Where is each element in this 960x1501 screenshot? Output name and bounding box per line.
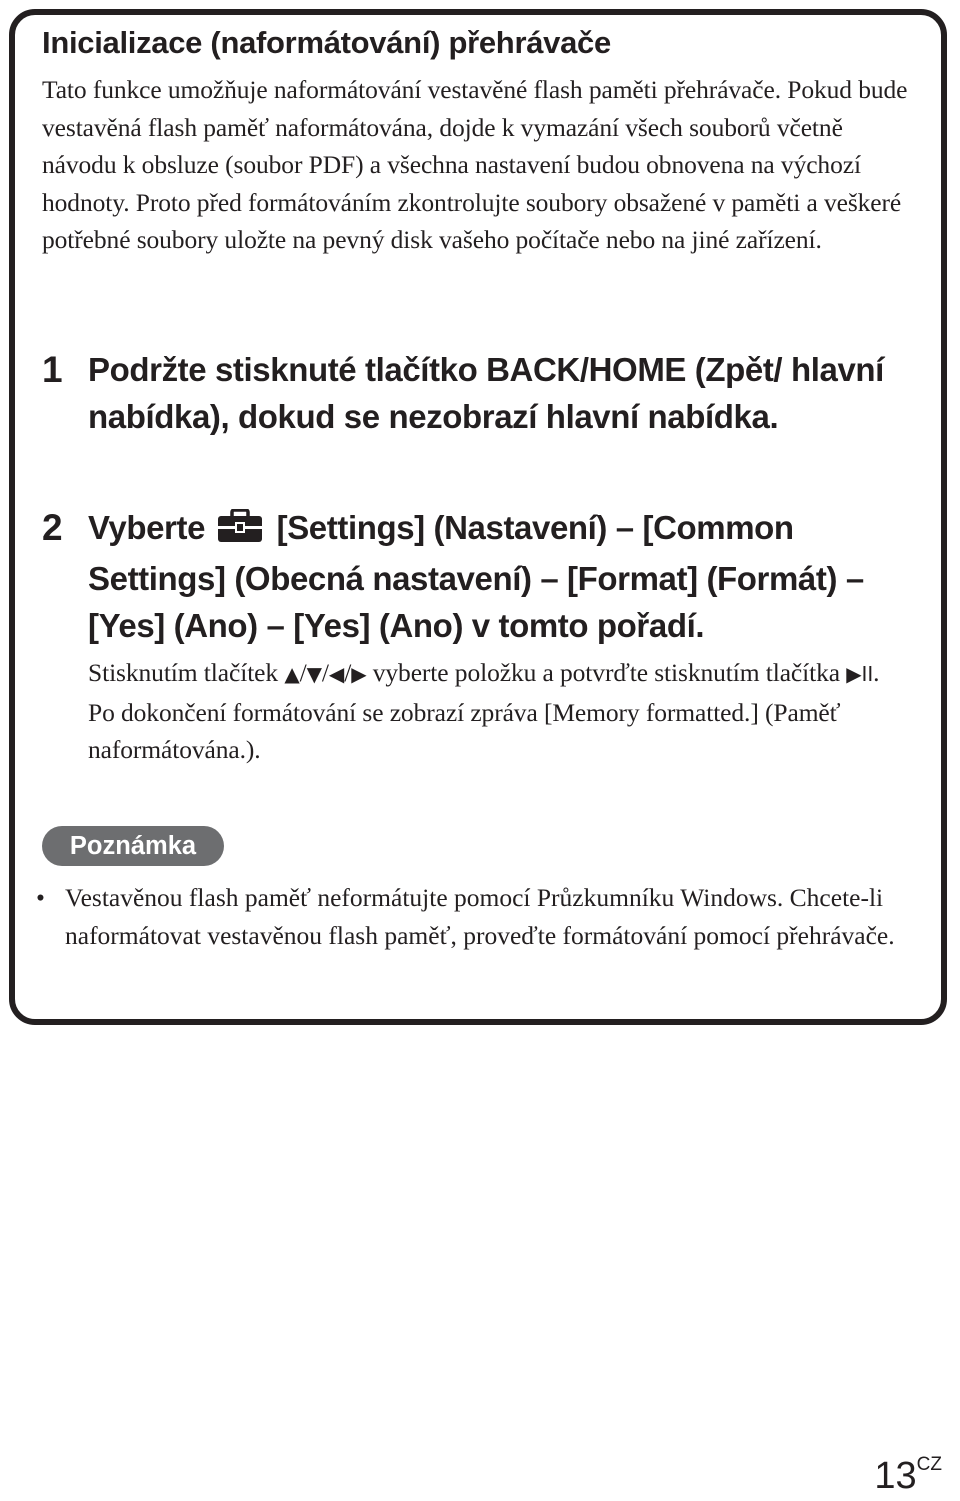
step-text-lead: Vyberte <box>88 509 206 546</box>
step-number: 1 <box>42 349 63 390</box>
arrow-up-icon: ▲ <box>284 662 300 686</box>
instruction-text: vyberte položku a potvrďte stisknutím tlačítka <box>372 658 840 687</box>
slash: / <box>321 658 329 687</box>
note-list-item <box>30 879 930 954</box>
slash: / <box>299 658 307 687</box>
note-text: Vestavěnou flash paměť neformátujte pomocí Průzkumníku Windows. Chcete-li naformátovat vestavěnou flash paměť, proveďte formátování pomocí přehrávače. <box>65 883 895 950</box>
bullet: • <box>36 883 45 912</box>
arrow-right-icon: ▶ <box>351 662 367 686</box>
arrow-down-icon: ▼ <box>306 662 322 686</box>
play-pause-icon: ▶II <box>846 662 874 686</box>
page-number-value: 13 <box>874 1455 917 1497</box>
step-2 <box>42 504 932 769</box>
arrow-left-icon: ◀ <box>328 662 345 686</box>
page-number <box>874 1440 942 1501</box>
step-text <box>88 504 932 649</box>
intro-paragraph: Tato funkce umožňuje naformátování vestavěné flash paměti přehrávače. Pokud bude vestavěná flash paměť naformátována, dojde k vymazání všech souborů včetně návodu k obsluze (soubor PDF) a všechna nastavení budou obnovena na výchozí hodnoty. Proto před formátováním zkontrolujte soubory obsažené v paměti a veškeré potřebné soubory uložte na pevný disk vašeho počítače nebo na jiné zařízení. <box>42 75 908 254</box>
step-sub-instructions <box>88 654 932 769</box>
toolbox-icon <box>216 508 264 555</box>
completion-message: Po dokončení formátování se zobrazí zpráva [Memory formatted.] (Paměť naformátována.). <box>88 697 841 764</box>
period: . <box>873 658 880 687</box>
slash: / <box>344 658 352 687</box>
step-text: Podržte stisknuté tlačítko BACK/HOME (Zpět/ hlavní nabídka), dokud se nezobrazí hlavní nabídka. <box>88 351 884 435</box>
section-title: Inicializace (naformátování) přehrávače <box>42 25 611 60</box>
step-text-rest: [Settings] (Nastavení) – [Common Settings] (Obecná nastavení) – [Format] (Formát) – [Yes] (Ano) – [Yes] (Ano) v tomto pořadí. <box>88 509 864 644</box>
page-number-suffix: CZ <box>916 1454 942 1475</box>
step-1 <box>42 346 932 440</box>
note-label: Poznámka <box>42 826 224 866</box>
step-number: 2 <box>42 507 63 548</box>
instruction-text: Stisknutím tlačítek <box>88 658 279 687</box>
